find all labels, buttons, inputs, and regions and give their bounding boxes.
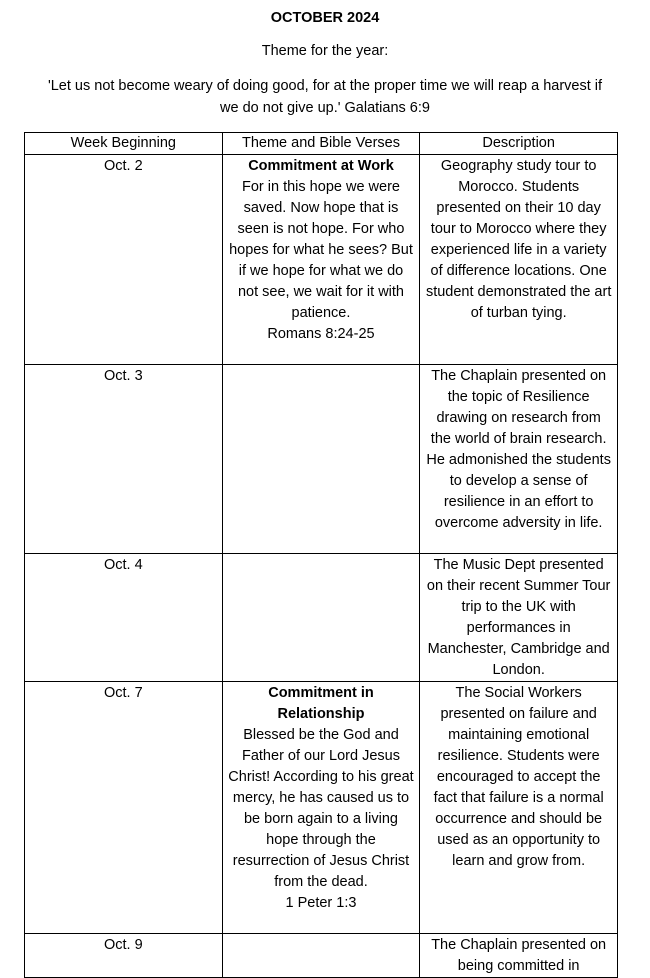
- table-header-row: [25, 133, 618, 155]
- bible-verse: For in this hope we were saved. Now hope that is seen is not hope. For who hopes for what he sees? But if we hope for what we do not see, we wait for it with patience.: [229, 179, 413, 321]
- theme-cell: [222, 155, 420, 365]
- table-row: [25, 365, 618, 554]
- description-cell: The Chaplain presented on being committed in: [420, 934, 618, 978]
- table-row: [25, 155, 618, 365]
- theme-label: Theme for the year:: [261, 43, 389, 59]
- week-cell: Oct. 4: [25, 554, 223, 682]
- description-cell: Geography study tour to Morocco. Students presented on their 10 day tour to Morocco where they experienced life in a variety of difference locations. One student demonstrated the art of turban tying.: [420, 155, 618, 365]
- week-cell: Oct. 2: [25, 155, 223, 365]
- theme-cell: [222, 554, 420, 682]
- theme-cell: [222, 934, 420, 978]
- table-row: [25, 554, 618, 682]
- description-cell: The Music Dept presented on their recent Summer Tour trip to the UK with performances in Manchester, Cambridge and London.: [420, 554, 618, 682]
- description-cell: The Social Workers presented on failure and maintaining emotional resilience. Students were encouraged to accept the fact that failure is a normal occurrence and should be used as an opportunity to learn and grow from.: [420, 682, 618, 934]
- theme-cell: [222, 365, 420, 554]
- theme-title: Commitment at Work: [248, 158, 394, 174]
- column-header-description: Description: [420, 133, 618, 155]
- schedule-table: [24, 132, 618, 978]
- table-row: [25, 934, 618, 978]
- theme-quote: 'Let us not become weary of doing good, for at the proper time we will reap a harvest if we do not give up.' Galatians 6:9: [47, 78, 603, 116]
- table-row: [25, 682, 618, 934]
- week-cell: Oct. 9: [25, 934, 223, 978]
- week-cell: Oct. 7: [25, 682, 223, 934]
- column-header-theme: Theme and Bible Verses: [222, 133, 420, 155]
- bible-verse: Blessed be the God and Father of our Lord Jesus Christ! According to his great mercy, he has caused us to be born again to a living hope through the resurrection of Jesus Christ from the dead.: [228, 727, 414, 890]
- theme-title: Commitment in Relationship: [268, 685, 374, 722]
- theme-cell: [222, 682, 420, 934]
- description-cell: The Chaplain presented on the topic of Resilience drawing on research from the world of brain research. He admonished the students to develop a sense of resilience in an effort to overcome adversity in life.: [420, 365, 618, 554]
- page-title: OCTOBER 2024: [270, 10, 380, 26]
- week-cell: Oct. 3: [25, 365, 223, 554]
- column-header-week: Week Beginning: [25, 133, 223, 155]
- verse-reference: 1 Peter 1:3: [285, 895, 357, 911]
- verse-reference: Romans 8:24-25: [267, 326, 375, 342]
